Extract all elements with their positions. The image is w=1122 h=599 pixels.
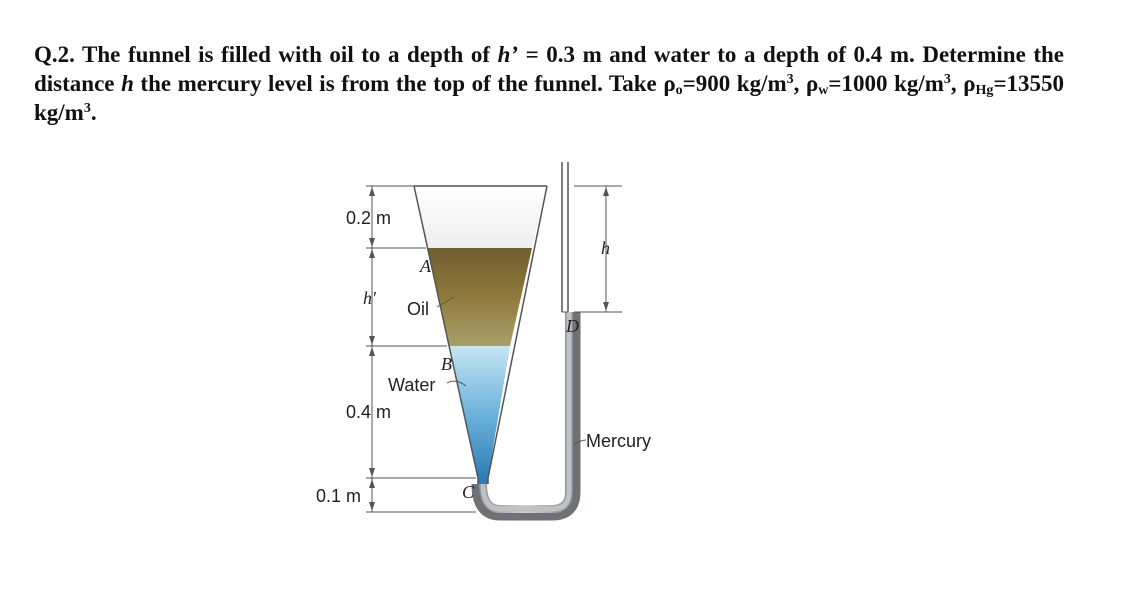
point-a-label: A — [420, 256, 431, 276]
mercury-label: Mercury — [586, 431, 652, 451]
nozzle — [478, 476, 488, 484]
arrow-top-up — [369, 187, 375, 196]
dim-top-label: 0.2 m — [346, 208, 392, 228]
h-prime-label: h′ — [363, 288, 376, 308]
cube-superscript-2: 3 — [943, 72, 951, 87]
arrow-n-down — [369, 468, 375, 477]
rho-mercury-symbol: , ρ — [950, 71, 976, 96]
arrow-b-down — [369, 336, 375, 345]
arrow-h-down — [603, 302, 609, 311]
rho-oil-subscript: o — [675, 83, 683, 98]
dim-bottom-label: 0.1 m — [316, 486, 362, 506]
oil-region — [428, 248, 532, 346]
point-d-label: D — [566, 316, 579, 336]
h-prime-symbol: h’ — [497, 42, 519, 67]
question-number: Q.2. — [34, 42, 75, 67]
arrow-a-up — [369, 249, 375, 258]
h-label: h — [601, 238, 610, 258]
oil-label: Oil — [407, 299, 429, 319]
rho-oil-value: =900 kg/m — [682, 71, 787, 96]
arrow-a-down — [369, 238, 375, 247]
cube-superscript-1: 3 — [786, 72, 794, 87]
cube-superscript-3: 3 — [83, 101, 91, 116]
arrow-b-up — [369, 347, 375, 356]
h-symbol: h — [121, 71, 134, 96]
question-text-part3: the mercury level is from the top of the funnel. Take ρ — [140, 71, 676, 96]
rho-mercury-value: =13550 kg/m — [34, 71, 1065, 125]
question-end: . — [90, 100, 97, 125]
water-label: Water — [388, 375, 436, 395]
arrow-n-up — [369, 479, 375, 488]
arrow-h-up — [603, 187, 609, 196]
dim-water-label: 0.4 m — [346, 402, 392, 422]
rho-mercury-subscript: Hg — [975, 83, 994, 98]
rho-water-subscript: w — [818, 83, 829, 98]
question-text-part1: The funnel is filled with oil to a depth of — [82, 42, 491, 67]
rho-water-value: =1000 kg/m — [828, 71, 944, 96]
rho-water-symbol: , ρ — [793, 71, 819, 96]
funnel-air-region — [414, 186, 547, 248]
arrow-bot-down — [369, 502, 375, 511]
point-b-label: B — [441, 354, 452, 374]
question-text-part2: = 0.3 m and water to a depth of 0.4 m. Determine the distance — [34, 42, 1064, 96]
point-c-label: C — [462, 482, 475, 502]
